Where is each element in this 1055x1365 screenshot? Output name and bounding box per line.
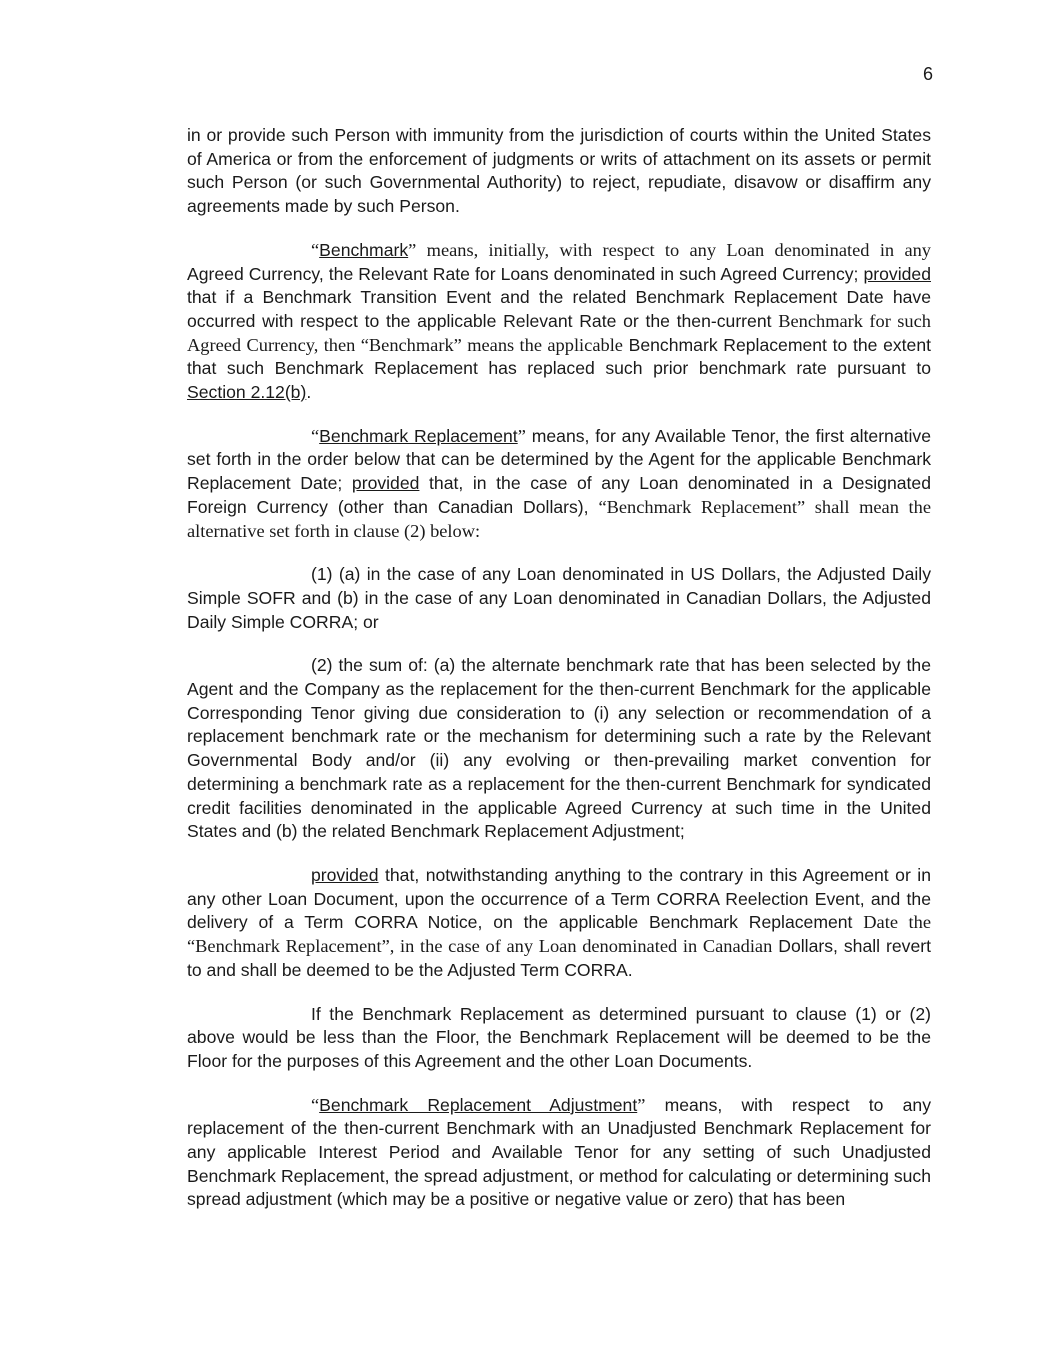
provided-term: provided <box>863 263 931 284</box>
defined-term-benchmark-replacement-adjustment: Benchmark Replacement Adjustment <box>319 1094 638 1115</box>
floor-paragraph: If the Benchmark Replacement as determined pursuant to clause (1) or (2) above would be less than the Floor, the Benchmark Replacement will be deemed to be the Floor for the purposes of this Agreement and the other Loan Documents. <box>187 1003 931 1071</box>
defined-term-benchmark: Benchmark <box>319 239 409 260</box>
provided-term: provided <box>351 473 420 494</box>
proviso-text: Dollars, shall revert to and shall be deemed to be the Adjusted Term CORRA. <box>187 936 931 980</box>
close-quote: ” <box>637 1094 646 1115</box>
definition-text: means, for any Available Tenor, the first alternative set forth in the order below that can be determined by the Agent for the applicable Benchmark Replacement Date; <box>187 425 931 494</box>
open-quote: “ <box>311 1094 320 1115</box>
definition-text: Benchmark for such Agreed Currency, then “Benchmark” means the applicable <box>187 310 931 355</box>
open-quote: “ <box>311 239 320 260</box>
definition-text: “Benchmark Replacement” shall mean the alternative set forth in clause (2) below: <box>187 496 931 541</box>
definition-text: that, in the case of any Loan denominated in a Designated Foreign Currency (other than Canadian Dollars), <box>187 473 931 517</box>
provided-term: provided <box>311 864 379 885</box>
defined-term-benchmark-replacement: Benchmark Replacement <box>319 425 518 446</box>
definition-text: Agreed Currency, the Relevant Rate for Loans denominated in such Agreed Currency; <box>187 263 864 284</box>
page-number: 6 <box>922 64 933 84</box>
clause-2: (2) the sum of: (a) the alternate benchmark rate that has been selected by the Agent and the Company as the replacement for the then-current Benchmark for the applicable Corresponding Tenor giving due consideration to (i) any selection or recommendation of a replacement benchmark rate or the mechanism for determining such a rate by the Relevant Governmental Body and/or (ii) any evolving or then-prevailing market convention for determining a benchmark rate as a replacement for the then-current Benchmark for syndicated credit facilities denominated in the applicable Agreed Currency at such time in the United States and (b) the related Benchmark Replacement Adjustment; <box>187 655 931 842</box>
clause-1: (1) (a) in the case of any Loan denominated in US Dollars, the Adjusted Daily Simple SOFR and (b) in the case of any Loan denominated in Canadian Dollars, the Adjusted Daily Simple CORRA; or <box>187 564 931 632</box>
proviso-paragraph <box>187 864 931 983</box>
section-reference: Section 2.12(b) <box>187 382 307 403</box>
definition-text: ” means, initially, with respect to any Loan denominated in any <box>408 239 931 260</box>
open-quote: “ <box>311 425 320 446</box>
definition-benchmark-replacement <box>187 425 931 544</box>
definition-benchmark-replacement-adjustment <box>187 1094 931 1213</box>
definition-text: that if a Benchmark Transition Event and the related Benchmark Replacement Date have occurred with respect to the applicable Relevant Rate or the then-current <box>187 287 931 331</box>
definition-text: . <box>306 382 312 403</box>
document-body <box>187 124 931 1232</box>
close-quote: ” <box>517 425 526 446</box>
definition-text: means, with respect to any replacement of the then-current Benchmark with an Unadjusted Benchmark Replacement for any applicable Interest Period and Available Tenor for any setting of such Unadjusted Benchmark Replacement, the spread adjustment, or method for calculating or determining such spread adjustment (which may be a positive or negative value or zero) that has been <box>187 1094 931 1210</box>
continued-paragraph: in or provide such Person with immunity from the jurisdiction of courts within the United States of America or from the enforcement of judgments or writs of attachment on its assets or permit such Person (or such Governmental Authority) to reject, repudiate, disavow or disaffirm any agreements made by such Person. <box>187 125 931 217</box>
proviso-text: Date the “Benchmark Replacement”, in the case of any Loan denominated in Canadian <box>187 912 932 957</box>
definition-benchmark <box>187 239 931 405</box>
proviso-text: that, notwithstanding anything to the contrary in this Agreement or in any other Loan Document, upon the occurrence of a Term CORRA Reelection Event, and the delivery of a Term CORRA Notice, on the applicable Benchmark Replacement <box>187 864 931 933</box>
definition-text: Benchmark Replacement to the extent that such Benchmark Replacement has replaced such prior benchmark rate pursuant to <box>187 334 931 379</box>
